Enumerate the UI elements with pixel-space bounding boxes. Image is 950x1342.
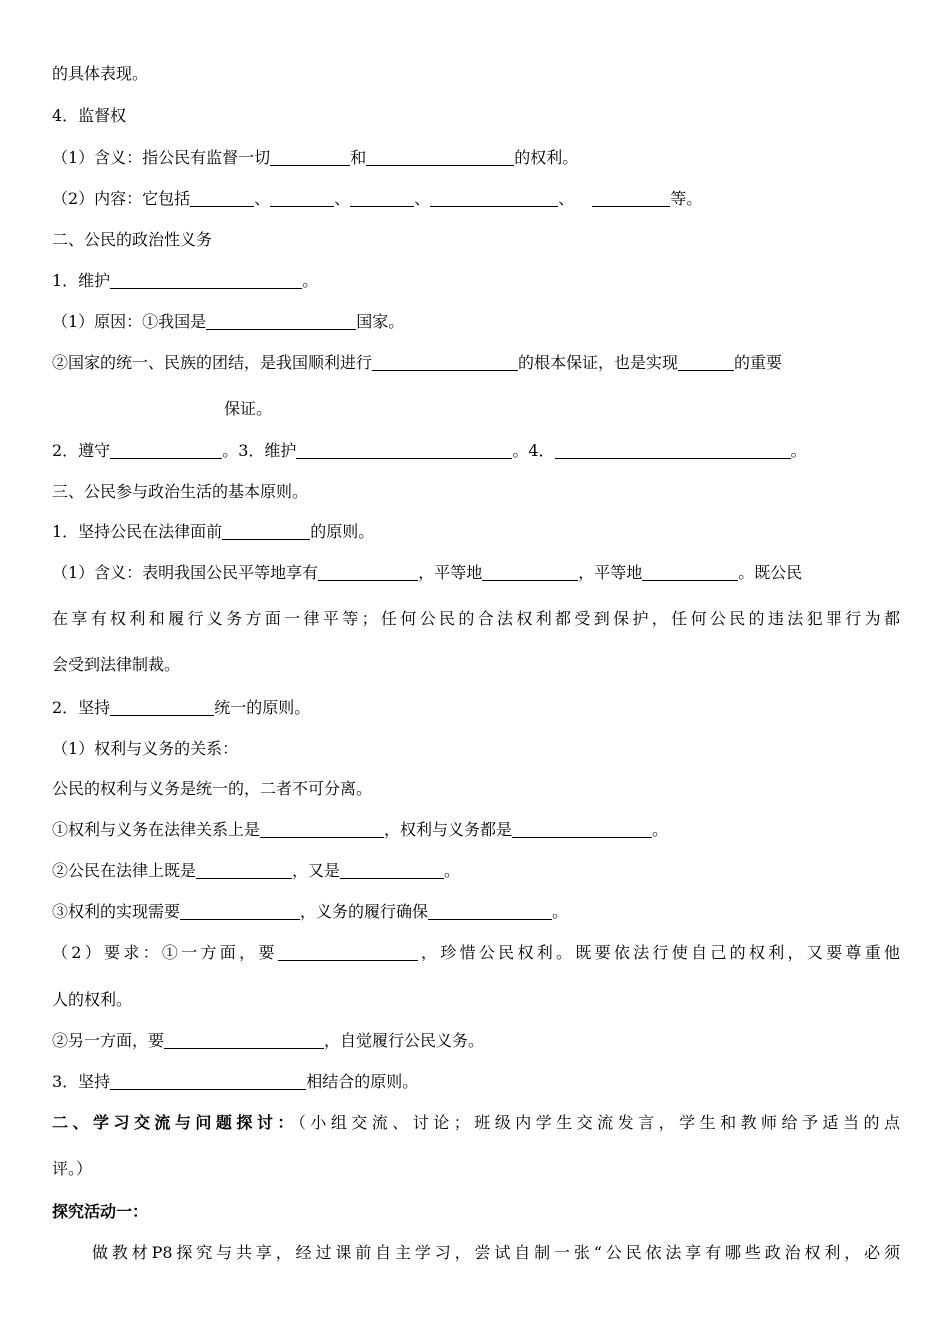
- line: 二、学习交流与问题探讨：（小组交流、讨论；班级内学生交流发言，学生和教师给予适当的点: [52, 1113, 900, 1132]
- section-heading: 二、公民的政治性义务: [52, 230, 213, 249]
- line: ②公民在法律上既是 ，又是 。: [52, 861, 461, 880]
- fill-blank[interactable]: [260, 821, 384, 838]
- fill-blank[interactable]: [278, 944, 418, 961]
- line: ②国家的统一、民族的团结，是我国顺利进行 的根本保证，也是实现 的重要: [52, 353, 783, 372]
- fill-blank[interactable]: [642, 564, 738, 581]
- fill-blank[interactable]: [318, 564, 418, 581]
- fill-blank[interactable]: [372, 354, 518, 371]
- fill-blank[interactable]: [110, 1073, 306, 1090]
- line: ①权利与义务在法律关系上是 ，权利与义务都是 。: [52, 820, 669, 839]
- section-heading: 探究活动一：: [52, 1202, 149, 1221]
- fill-blank[interactable]: [110, 442, 222, 459]
- fill-blank[interactable]: [110, 272, 302, 289]
- fill-blank[interactable]: [180, 903, 300, 920]
- line: （1）含义：表明我国公民平等地享有 ，平等地 ，平等地 。既公民: [52, 563, 803, 582]
- fill-blank[interactable]: [512, 821, 652, 838]
- fill-blank[interactable]: [270, 149, 350, 166]
- line: 公民的权利与义务是统一的，二者不可分离。: [52, 779, 373, 798]
- fill-blank[interactable]: [592, 190, 670, 207]
- line: （1）含义：指公民有监督一切 和 的权利。: [52, 148, 579, 167]
- line: 1．维护 。: [52, 271, 319, 290]
- fill-blank[interactable]: [196, 862, 292, 879]
- fill-blank[interactable]: [555, 442, 791, 459]
- line: ②另一方面，要 ，自觉履行公民义务。: [52, 1031, 485, 1050]
- section-heading: 4．监督权: [52, 106, 127, 125]
- fill-blank[interactable]: [270, 190, 334, 207]
- line: 2．遵守 。3．维护 。4． 。: [52, 441, 807, 460]
- line: 3．坚持 相结合的原则。: [52, 1072, 419, 1091]
- fill-blank[interactable]: [678, 354, 734, 371]
- line: ③权利的实现需要 ，义务的履行确保 。: [52, 902, 569, 921]
- section-heading: 三、公民参与政治生活的基本原则。: [52, 482, 309, 501]
- fill-blank[interactable]: [206, 313, 356, 330]
- line: 2．坚持 统一的原则。: [52, 698, 311, 717]
- fill-blank[interactable]: [428, 903, 552, 920]
- line: 1．坚持公民在法律面前 的原则。: [52, 522, 375, 541]
- fill-blank[interactable]: [296, 442, 512, 459]
- fill-blank[interactable]: [340, 862, 444, 879]
- fill-blank[interactable]: [350, 190, 414, 207]
- fill-blank[interactable]: [366, 149, 514, 166]
- fill-blank[interactable]: [164, 1032, 324, 1049]
- line: 会受到法律制裁。: [52, 655, 181, 674]
- line: （1）权利与义务的关系：: [52, 739, 239, 758]
- fill-blank[interactable]: [430, 190, 558, 207]
- line: （2）要求：①一方面，要 ，珍惜公民权利。既要依法行使自己的权利，又要尊重他: [52, 943, 900, 962]
- line: 在享有权利和履行义务方面一律平等；任何公民的合法权利都受到保护，任何公民的违法犯罪行为都: [52, 609, 900, 628]
- line: 保证。: [224, 399, 273, 418]
- fill-blank[interactable]: [190, 190, 254, 207]
- line: （1）原因：①我国是 国家。: [52, 312, 405, 331]
- line: 做教材P8探究与共享，经过课前自主学习，尝试自制一张“公民依法享有哪些政治权利，必须: [92, 1243, 900, 1262]
- section-heading: 二、学习交流与问题探讨：: [52, 1113, 298, 1132]
- fill-blank[interactable]: [482, 564, 578, 581]
- line: （2）内容：它包括 、 、 、 、 等。: [52, 189, 703, 208]
- fill-blank[interactable]: [222, 523, 310, 540]
- line: 的具体表现。: [52, 64, 149, 83]
- fill-blank[interactable]: [110, 699, 214, 716]
- line: 评。）: [52, 1159, 93, 1178]
- line: 人的权利。: [52, 990, 133, 1009]
